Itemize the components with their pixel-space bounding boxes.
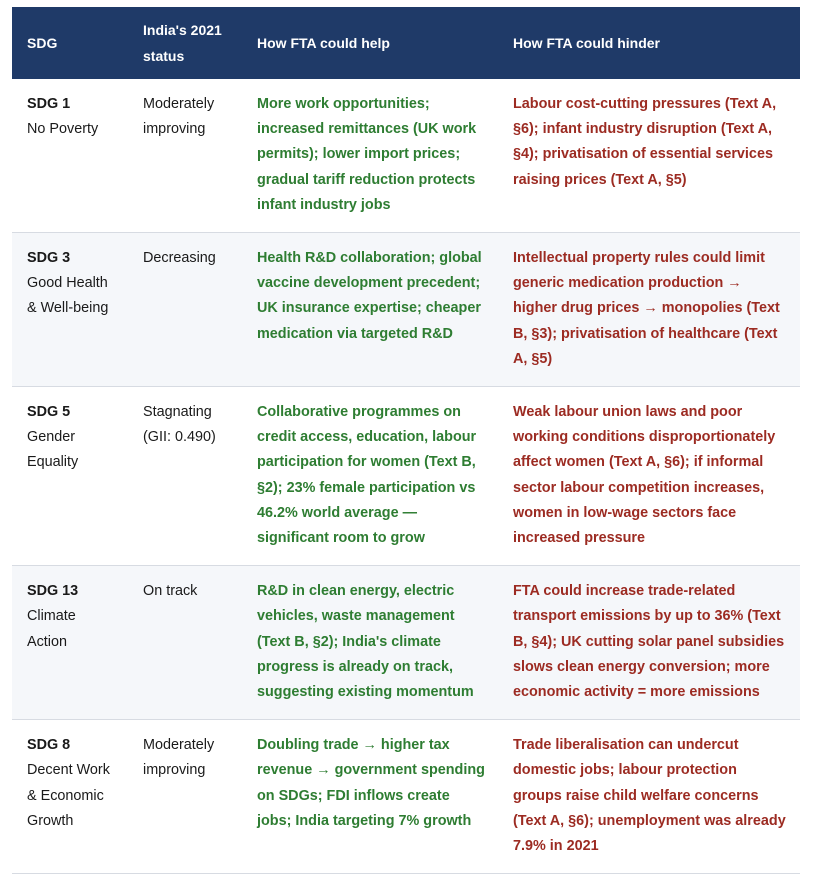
help-cell: More work opportunities; increased remittances (UK work permits); lower import prices; gradual tariff reduction protects infant industry jobs [242,79,498,233]
status-cell: Moderately improving [128,720,242,874]
hinder-cell: Trade liberalisation can undercut domestic jobs; labour protection groups raise child welfare concerns (Text A, §6); unemployment was already 7.9% in 2021 [498,720,800,874]
sdg-number: SDG 1 [27,96,71,112]
sdg-cell [12,566,128,720]
sdg-number: SDG 13 [27,583,79,600]
table-row [12,720,800,874]
sdg-name: No Poverty [27,121,99,138]
sdg-cell [12,387,128,566]
sdg-number: SDG 3 [27,250,71,267]
header-row [12,7,800,79]
sdg-name: Climate Action [27,608,76,650]
sdg-fta-table-container [12,7,800,874]
sdg-cell [12,720,128,874]
sdg-fta-table [12,7,800,874]
table-row [12,233,800,387]
status-cell: Decreasing [128,233,242,387]
sdg-name: Gender Equality [27,429,79,471]
sdg-number: SDG 8 [27,737,71,754]
status-cell: Moderately improving [128,79,242,233]
sdg-cell [12,79,128,233]
header-help: How FTA could help [257,35,390,51]
table-row [12,79,800,233]
header-sdg: SDG [27,35,58,51]
table-row [12,387,800,566]
help-cell: Doubling trade → higher tax revenue → government spending on SDGs; FDI inflows create jobs; India targeting 7% growth [242,720,498,874]
status-cell: On track [128,566,242,720]
header-hinder: How FTA could hinder [513,35,660,51]
table-header [12,7,800,79]
sdg-number: SDG 5 [27,404,71,421]
header-status: India's 2021 status [143,22,222,64]
help-cell: R&D in clean energy, electric vehicles, waste management (Text B, §2); India's climate progress is already on track, suggesting existing momentum [242,566,498,720]
status-cell: Stagnating (GII: 0.490) [128,387,242,566]
sdg-name: Decent Work & Economic Growth [27,762,110,829]
hinder-cell: Labour cost-cutting pressures (Text A, §6); infant industry disruption (Text A, §4); privatisation of essential services raising prices (Text A, §5) [498,79,800,233]
hinder-cell: Weak labour union laws and poor working conditions disproportionately affect women (Text A, §6); if informal sector labour competition increases, women in low-wage sectors face increased pressure [498,387,800,566]
help-cell: Collaborative programmes on credit access, education, labour participation for women (Text B, §2); 23% female participation vs 46.2% world average — significant room to grow [242,387,498,566]
hinder-cell: FTA could increase trade-related transport emissions by up to 36% (Text B, §4); UK cutting solar panel subsidies slows clean energy conversion; more economic activity = more emissions [498,566,800,720]
table-body [12,79,800,874]
sdg-name: Good Health & Well-being [27,275,109,317]
table-row [12,566,800,720]
help-cell: Health R&D collaboration; global vaccine development precedent; UK insurance expertise; cheaper medication via targeted R&D [242,233,498,387]
sdg-cell [12,233,128,387]
hinder-cell: Intellectual property rules could limit generic medication production → higher drug prices → monopolies (Text B, §3); privatisation of healthcare (Text A, §5) [498,233,800,387]
